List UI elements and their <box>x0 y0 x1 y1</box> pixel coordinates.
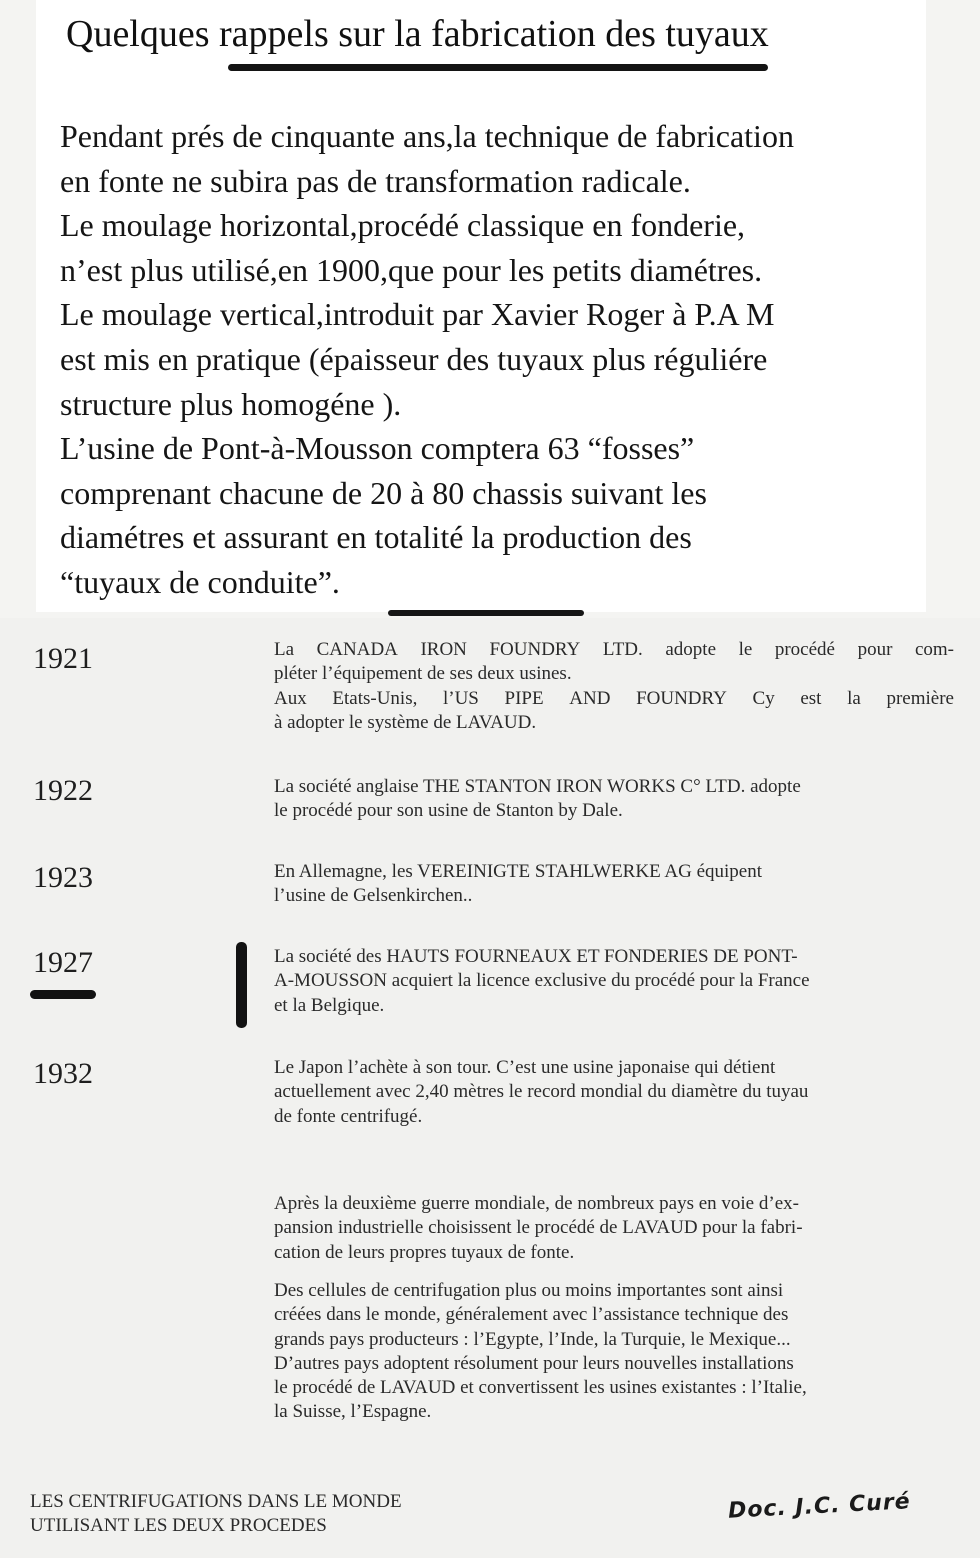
entry-line: A-MOUSSON acquiert la licence exclusive du procédé pour la France <box>274 970 810 992</box>
note-line: L’usine de Pont-à-Mousson comptera 63 “fosses” <box>60 430 695 467</box>
entry-line: Après la deuxième guerre mondiale, de nombreux pays en voie d’ex- <box>274 1193 799 1214</box>
entry-line: cation de leurs propres tuyaux de fonte. <box>274 1241 575 1263</box>
note-line: diamétres et assurant en totalité la production des <box>60 519 692 556</box>
year-1922: 1922 <box>33 774 93 807</box>
entry-line: La société des HAUTS FOURNEAUX ET FONDERIES DE PONT- <box>274 946 798 967</box>
entry-line: à adopter le système de LAVAUD. <box>274 711 537 733</box>
post-war-paragraph-1 <box>274 1192 954 1265</box>
handwritten-signature: Doc. J.C. Curé <box>727 1489 912 1524</box>
entry-line: pléter l’équipement de ses deux usines. <box>274 663 572 685</box>
note-line: n’est plus utilisé,en 1900,que pour les petits diamétres. <box>60 251 763 288</box>
entry-line: Des cellules de centrifugation plus ou moins importantes sont ainsi <box>274 1280 784 1301</box>
entry-line: et la Belgique. <box>274 994 385 1016</box>
entry-1922 <box>274 775 954 824</box>
footer-line-1: LES CENTRIFUGATIONS DANS LE MONDE <box>30 1491 402 1512</box>
entry-line: La CANADA IRON FOUNDRY LTD. adopte le procédé pour com- <box>274 639 954 660</box>
entry-line: Aux Etats-Unis, l’US PIPE AND FOUNDRY Cy est la première <box>274 687 954 709</box>
note-line: en fonte ne subira pas de transformation radicale. <box>60 162 691 199</box>
entry-line: pansion industrielle choisissent le procédé de LAVAUD pour la fabri- <box>274 1217 803 1239</box>
footer-caption <box>30 1490 402 1538</box>
year-1932: 1932 <box>33 1057 93 1090</box>
entry-1927 <box>274 945 954 1018</box>
entry-line: Le Japon l’achète à son tour. C’est une usine japonaise qui détient <box>274 1057 776 1078</box>
note-line: Le moulage vertical,introduit par Xavier Roger à P.A M <box>60 296 775 333</box>
entry-line: créées dans le monde, généralement avec l’assistance technique des <box>274 1304 789 1326</box>
margin-marker <box>236 942 247 1028</box>
entry-1932 <box>274 1056 954 1129</box>
entry-line: de fonte centrifugé. <box>274 1105 423 1127</box>
entry-line: le procédé de LAVAUD et convertissent les usines existantes : l’Italie, <box>274 1377 807 1399</box>
note-line: comprenant chacune de 20 à 80 chassis suivant les <box>60 474 707 511</box>
entry-1921 <box>274 638 954 735</box>
entry-line: En Allemagne, les VEREINIGTE STAHLWERKE AG équipent <box>274 861 762 882</box>
entry-line: la Suisse, l’Espagne. <box>274 1401 432 1423</box>
title-underline <box>228 64 768 71</box>
post-war-paragraph-2 <box>274 1279 954 1425</box>
entry-line: D’autres pays adoptent résolument pour leurs nouvelles installations <box>274 1352 794 1374</box>
entry-line: l’usine de Gelsenkirchen.. <box>274 885 473 907</box>
year-1927: 1927 <box>33 946 93 979</box>
note-line: Le moulage horizontal,procédé classique en fonderie, <box>60 207 746 244</box>
entry-line: actuellement avec 2,40 mètres le record mondial du diamètre du tuyau <box>274 1081 809 1103</box>
note-line: est mis en pratique (épaisseur des tuyaux plus réguliére <box>60 340 768 377</box>
entry-line: le procédé pour son usine de Stanton by Dale. <box>274 800 623 822</box>
note-line: Pendant prés de cinquante ans,la technique de fabrication <box>60 118 794 154</box>
entry-1923 <box>274 860 954 909</box>
year-1923: 1923 <box>33 861 93 894</box>
footer-line-2: UTILISANT LES DEUX PROCEDES <box>30 1515 327 1536</box>
section-divider <box>388 610 584 616</box>
year-1921: 1921 <box>33 642 93 675</box>
note-line: “tuyaux de conduite”. <box>60 563 340 600</box>
year-underline-mark <box>30 990 96 999</box>
note-title: Quelques rappels sur la fabrication des tuyaux <box>66 13 769 55</box>
note-body <box>60 114 940 605</box>
entry-line: La société anglaise THE STANTON IRON WORKS C° LTD. adopte <box>274 776 801 797</box>
entry-line: grands pays producteurs : l’Egypte, l’Inde, la Turquie, le Mexique... <box>274 1328 791 1350</box>
note-line: structure plus homogéne ). <box>60 385 402 422</box>
